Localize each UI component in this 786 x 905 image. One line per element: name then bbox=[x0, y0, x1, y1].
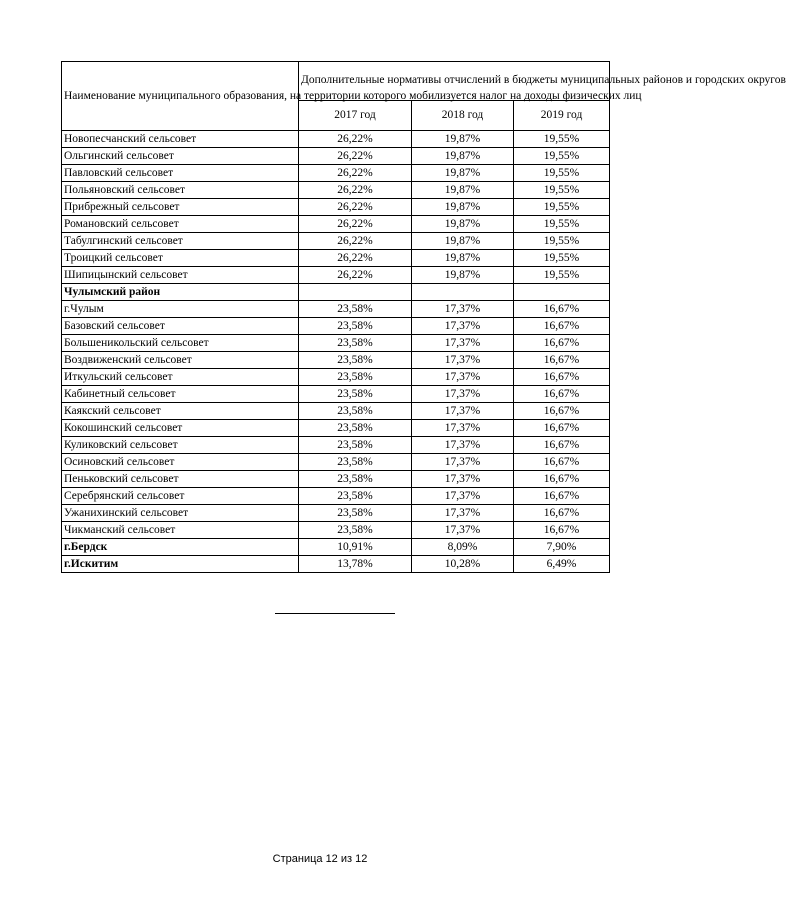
table-body bbox=[62, 131, 610, 573]
norm-value-2018: 10,28% bbox=[412, 556, 514, 573]
municipality-name: Романовский сельсовет bbox=[62, 216, 299, 233]
municipality-name: Троицкий сельсовет bbox=[62, 250, 299, 267]
norm-value-2019: 16,67% bbox=[514, 318, 610, 335]
table-row bbox=[62, 403, 610, 420]
norm-value-2018: 17,37% bbox=[412, 386, 514, 403]
norm-value-2019: 16,67% bbox=[514, 335, 610, 352]
table-row bbox=[62, 471, 610, 488]
norm-value-2017: 26,22% bbox=[299, 182, 412, 199]
municipality-name: Табулгинский сельсовет bbox=[62, 233, 299, 250]
norm-value-2019: 16,67% bbox=[514, 437, 610, 454]
municipality-name: г.Бердск bbox=[62, 539, 299, 556]
norm-value-2017: 23,58% bbox=[299, 335, 412, 352]
norm-value-2019: 7,90% bbox=[514, 539, 610, 556]
table-row bbox=[62, 216, 610, 233]
norm-value-2018: 19,87% bbox=[412, 148, 514, 165]
norm-value-2017: 23,58% bbox=[299, 488, 412, 505]
norm-value-2018: 19,87% bbox=[412, 165, 514, 182]
norm-value-2018: 19,87% bbox=[412, 182, 514, 199]
year-2019-header: 2019 год bbox=[514, 100, 610, 130]
norm-value-2018: 19,87% bbox=[412, 199, 514, 216]
norm-value-2017: 23,58% bbox=[299, 437, 412, 454]
norm-value-2017 bbox=[299, 284, 412, 301]
municipality-name: Польяновский сельсовет bbox=[62, 182, 299, 199]
municipality-name: Куликовский сельсовет bbox=[62, 437, 299, 454]
norm-value-2018: 17,37% bbox=[412, 437, 514, 454]
norm-value-2017: 23,58% bbox=[299, 318, 412, 335]
municipality-name: Чулымский район bbox=[62, 284, 299, 301]
norm-value-2018: 17,37% bbox=[412, 318, 514, 335]
norm-value-2019: 16,67% bbox=[514, 488, 610, 505]
norm-value-2017: 26,22% bbox=[299, 199, 412, 216]
norm-value-2017: 10,91% bbox=[299, 539, 412, 556]
municipality-column-header: Наименование муниципального образования, на территории которого мобилизуется налог на доходы физических лиц bbox=[62, 62, 299, 131]
municipality-name: Ольгинский сельсовет bbox=[62, 148, 299, 165]
separator-line bbox=[275, 613, 395, 614]
table-row bbox=[62, 437, 610, 454]
page-number: Страница 12 из 12 bbox=[272, 853, 368, 865]
municipality-name: Ужанихинский сельсовет bbox=[62, 505, 299, 522]
table-row bbox=[62, 369, 610, 386]
norm-value-2017: 23,58% bbox=[299, 471, 412, 488]
table-row bbox=[62, 165, 610, 182]
municipality-name: Серебрянский сельсовет bbox=[62, 488, 299, 505]
norm-value-2017: 26,22% bbox=[299, 233, 412, 250]
norm-value-2018: 17,37% bbox=[412, 301, 514, 318]
norm-value-2017: 23,58% bbox=[299, 369, 412, 386]
norm-value-2019: 16,67% bbox=[514, 505, 610, 522]
norm-value-2017: 26,22% bbox=[299, 267, 412, 284]
norm-value-2019: 19,55% bbox=[514, 216, 610, 233]
municipality-name: Чикманский сельсовет bbox=[62, 522, 299, 539]
table-row bbox=[62, 318, 610, 335]
norm-value-2018: 17,37% bbox=[412, 454, 514, 471]
norm-value-2018: 17,37% bbox=[412, 352, 514, 369]
norms-group-header: Дополнительные нормативы отчислений в бюджеты муниципальных районов и городских округов bbox=[299, 62, 610, 101]
table-row bbox=[62, 352, 610, 369]
table-row bbox=[62, 488, 610, 505]
table-row bbox=[62, 556, 610, 573]
norm-value-2017: 26,22% bbox=[299, 165, 412, 182]
norm-value-2017: 23,58% bbox=[299, 454, 412, 471]
norm-value-2018: 17,37% bbox=[412, 488, 514, 505]
norm-value-2018: 19,87% bbox=[412, 250, 514, 267]
municipality-name: Кабинетный сельсовет bbox=[62, 386, 299, 403]
norm-value-2017: 23,58% bbox=[299, 420, 412, 437]
norm-value-2017: 13,78% bbox=[299, 556, 412, 573]
norm-value-2018: 17,37% bbox=[412, 403, 514, 420]
table-row bbox=[62, 386, 610, 403]
norm-value-2017: 23,58% bbox=[299, 352, 412, 369]
municipality-name: Воздвиженский сельсовет bbox=[62, 352, 299, 369]
norm-value-2018 bbox=[412, 284, 514, 301]
municipality-name: г.Искитим bbox=[62, 556, 299, 573]
norm-value-2018: 17,37% bbox=[412, 335, 514, 352]
norm-value-2019: 6,49% bbox=[514, 556, 610, 573]
norm-value-2018: 19,87% bbox=[412, 233, 514, 250]
norm-value-2018: 17,37% bbox=[412, 522, 514, 539]
norm-value-2018: 19,87% bbox=[412, 216, 514, 233]
norm-value-2019: 16,67% bbox=[514, 301, 610, 318]
tax-norms-table bbox=[61, 61, 786, 573]
table-row bbox=[62, 131, 610, 148]
municipality-name: Прибрежный сельсовет bbox=[62, 199, 299, 216]
municipality-name: Новопесчанский сельсовет bbox=[62, 131, 299, 148]
norm-value-2019: 16,67% bbox=[514, 352, 610, 369]
municipality-name: Большеникольский сельсовет bbox=[62, 335, 299, 352]
table-row bbox=[62, 539, 610, 556]
norm-value-2019 bbox=[514, 284, 610, 301]
norm-value-2019: 19,55% bbox=[514, 267, 610, 284]
norm-value-2017: 23,58% bbox=[299, 522, 412, 539]
municipality-name: Шипицынский сельсовет bbox=[62, 267, 299, 284]
norm-value-2018: 19,87% bbox=[412, 267, 514, 284]
norm-value-2019: 19,55% bbox=[514, 148, 610, 165]
year-2017-header: 2017 год bbox=[299, 100, 412, 130]
norm-value-2017: 23,58% bbox=[299, 505, 412, 522]
norm-value-2017: 26,22% bbox=[299, 250, 412, 267]
municipality-name: Пеньковский сельсовет bbox=[62, 471, 299, 488]
norm-value-2019: 16,67% bbox=[514, 420, 610, 437]
norm-value-2019: 16,67% bbox=[514, 522, 610, 539]
table-row bbox=[62, 199, 610, 216]
norm-value-2018: 17,37% bbox=[412, 471, 514, 488]
table-row bbox=[62, 182, 610, 199]
table-row bbox=[62, 284, 610, 301]
table-row bbox=[62, 148, 610, 165]
norm-value-2017: 26,22% bbox=[299, 131, 412, 148]
table-row bbox=[62, 233, 610, 250]
municipality-name: Кокошинский сельсовет bbox=[62, 420, 299, 437]
table-row bbox=[62, 250, 610, 267]
table-row bbox=[62, 420, 610, 437]
table-row bbox=[62, 522, 610, 539]
norm-value-2019: 16,67% bbox=[514, 471, 610, 488]
norm-value-2019: 19,55% bbox=[514, 131, 610, 148]
table-row bbox=[62, 301, 610, 318]
table-row bbox=[62, 505, 610, 522]
norm-value-2019: 19,55% bbox=[514, 182, 610, 199]
table-row bbox=[62, 335, 610, 352]
norm-value-2019: 19,55% bbox=[514, 165, 610, 182]
municipality-name: Каякский сельсовет bbox=[62, 403, 299, 420]
norm-value-2019: 16,67% bbox=[514, 454, 610, 471]
norm-value-2017: 23,58% bbox=[299, 301, 412, 318]
norm-value-2018: 17,37% bbox=[412, 369, 514, 386]
norm-value-2019: 19,55% bbox=[514, 233, 610, 250]
table-row bbox=[62, 267, 610, 284]
municipality-name: Базовский сельсовет bbox=[62, 318, 299, 335]
norm-value-2017: 26,22% bbox=[299, 148, 412, 165]
municipality-name: Павловский сельсовет bbox=[62, 165, 299, 182]
norm-value-2017: 23,58% bbox=[299, 403, 412, 420]
norm-value-2019: 19,55% bbox=[514, 199, 610, 216]
municipality-name: Осиновский сельсовет bbox=[62, 454, 299, 471]
norm-value-2019: 19,55% bbox=[514, 250, 610, 267]
norm-value-2019: 16,67% bbox=[514, 403, 610, 420]
norm-value-2017: 23,58% bbox=[299, 386, 412, 403]
norm-value-2018: 19,87% bbox=[412, 131, 514, 148]
norm-value-2017: 26,22% bbox=[299, 216, 412, 233]
year-2018-header: 2018 год bbox=[412, 100, 514, 130]
norm-value-2019: 16,67% bbox=[514, 386, 610, 403]
municipality-name: г.Чулым bbox=[62, 301, 299, 318]
norm-value-2018: 8,09% bbox=[412, 539, 514, 556]
norm-value-2018: 17,37% bbox=[412, 420, 514, 437]
norm-value-2019: 16,67% bbox=[514, 369, 610, 386]
municipality-name: Иткульский сельсовет bbox=[62, 369, 299, 386]
table-row bbox=[62, 454, 610, 471]
norm-value-2018: 17,37% bbox=[412, 505, 514, 522]
